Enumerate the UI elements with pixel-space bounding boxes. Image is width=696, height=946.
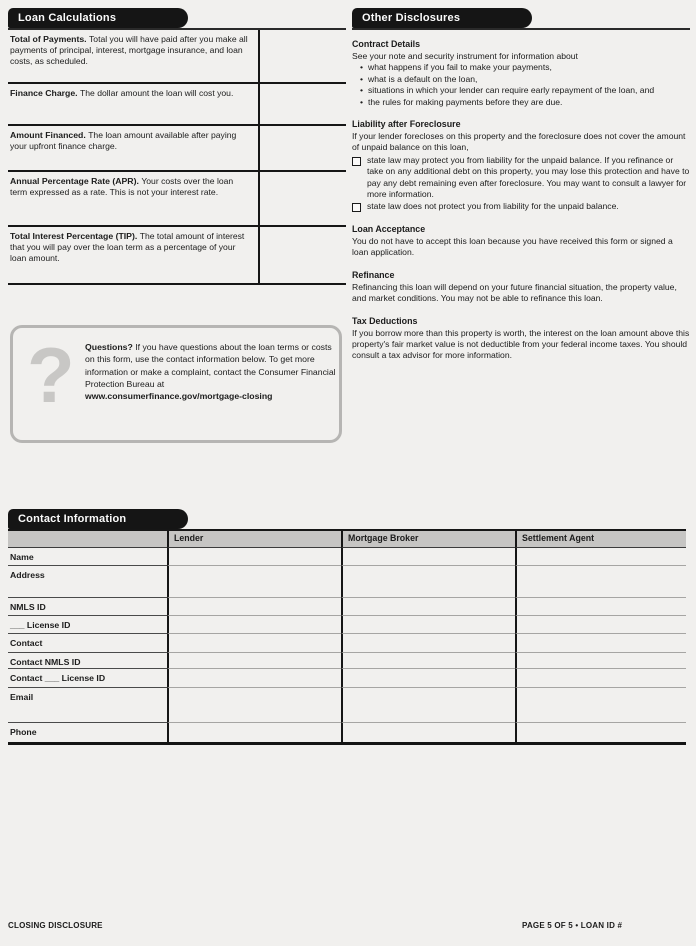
loan-calc-description: Total of Payments. Total you will have paid after you make all payments of principal, interest, mortgage insurance, and loan costs, as scheduled. bbox=[10, 34, 248, 66]
questions-text bbox=[85, 341, 337, 402]
loan-calculations-title-tab: Loan Calculations bbox=[8, 8, 188, 28]
contact-value-cell bbox=[515, 669, 686, 688]
loan-calc-value-cell bbox=[258, 84, 346, 124]
disclosure-section bbox=[352, 119, 690, 213]
disclosure-body: Refinancing this loan will depend on your future financial situation, the property value, and market conditions. You may not be able to refinance this loan. bbox=[352, 281, 677, 304]
disclosure-section bbox=[352, 224, 690, 259]
contact-value-cell bbox=[341, 669, 515, 688]
other-disclosures-header bbox=[352, 8, 690, 30]
contact-value-cell bbox=[515, 598, 686, 616]
contact-value-cell bbox=[341, 723, 515, 742]
loan-calc-term: Finance Charge. bbox=[10, 88, 81, 98]
disclosure-heading: Contract Details bbox=[352, 39, 421, 49]
contact-table-row bbox=[8, 634, 686, 653]
bullet-icon: • bbox=[360, 96, 364, 107]
loan-calc-value-cell bbox=[258, 227, 346, 283]
disclosure-section bbox=[352, 316, 690, 362]
questions-box bbox=[10, 325, 342, 443]
contact-value-cell bbox=[341, 688, 515, 723]
contact-value-cell bbox=[167, 598, 341, 616]
contact-value-cell bbox=[341, 653, 515, 669]
disclosure-section bbox=[352, 270, 690, 305]
contact-table-row bbox=[8, 688, 686, 723]
bullet-item bbox=[352, 62, 690, 73]
contact-value-cell bbox=[341, 598, 515, 616]
contact-row-label: Name bbox=[8, 548, 167, 566]
checkbox-item bbox=[352, 155, 690, 201]
contact-value-cell bbox=[167, 634, 341, 653]
contact-value-cell bbox=[341, 548, 515, 566]
loan-calc-term: Annual Percentage Rate (APR). bbox=[10, 176, 142, 186]
loan-calc-description: Finance Charge. The dollar amount the loan will cost you. bbox=[10, 88, 234, 98]
cfpb-url-text: www.consumerfinance.gov/mortgage-closing bbox=[85, 391, 273, 402]
contact-table-row bbox=[8, 723, 686, 742]
bullet-item bbox=[352, 74, 690, 85]
loan-calc-value-cell bbox=[258, 30, 346, 82]
checkbox-text: state law does not protect you from liability for the unpaid balance. bbox=[367, 201, 619, 212]
contact-row-label: Contact bbox=[8, 634, 167, 653]
contact-information-table bbox=[8, 529, 686, 745]
disclosure-intro: If your lender forecloses on this property and the foreclosure does not cover the amount of unpaid balance on this loan, bbox=[352, 131, 686, 153]
contact-value-cell bbox=[341, 616, 515, 634]
checkbox-item bbox=[352, 201, 690, 212]
checkbox[interactable] bbox=[352, 157, 361, 166]
contact-value-cell bbox=[515, 688, 686, 723]
contact-information-title-tab: Contact Information bbox=[8, 509, 188, 529]
loan-calculations-header bbox=[8, 8, 346, 30]
checkbox-text: state law may protect you from liability for the unpaid balance. If you refinance or take on any additional debt on this property, you may lose this protection and have to pay any debt remaining even after foreclosure. You may want to consult a lawyer for more information. bbox=[367, 154, 690, 200]
contact-table-row bbox=[8, 598, 686, 616]
loan-calc-description: Annual Percentage Rate (APR). Your costs over the loan term expressed as a rate. This is not your interest rate. bbox=[10, 176, 234, 197]
checkbox[interactable] bbox=[352, 203, 361, 212]
bullet-item bbox=[352, 97, 690, 108]
loan-calc-term: Total of Payments. bbox=[10, 34, 90, 44]
bullet-text: the rules for making payments before they are due. bbox=[368, 96, 563, 107]
bullet-item bbox=[352, 85, 690, 96]
contact-row-label: Contact ___ License ID bbox=[8, 669, 167, 688]
contact-value-cell bbox=[167, 688, 341, 723]
question-mark-icon: ? bbox=[27, 331, 75, 419]
contact-value-cell bbox=[167, 548, 341, 566]
bullet-text: what happens if you fail to make your payments, bbox=[368, 62, 552, 73]
other-disclosures-title-tab: Other Disclosures bbox=[352, 8, 532, 28]
contact-value-cell bbox=[167, 616, 341, 634]
bullet-icon: • bbox=[360, 62, 364, 73]
loan-calc-row bbox=[8, 172, 346, 227]
footer-document-title: CLOSING DISCLOSURE bbox=[8, 921, 103, 930]
loan-calc-term: Amount Financed. bbox=[10, 130, 89, 140]
contact-table-row bbox=[8, 548, 686, 566]
contact-value-cell bbox=[167, 566, 341, 598]
loan-calc-term: Total Interest Percentage (TIP). bbox=[10, 231, 140, 241]
contact-row-label: Address bbox=[8, 566, 167, 598]
contact-value-cell bbox=[341, 634, 515, 653]
disclosure-heading: Loan Acceptance bbox=[352, 223, 426, 234]
bullet-icon: • bbox=[360, 85, 364, 96]
contact-column-header: Mortgage Broker bbox=[341, 531, 515, 548]
contact-information-header bbox=[8, 509, 686, 529]
disclosure-heading: Liability after Foreclosure bbox=[352, 119, 461, 130]
contact-table-row bbox=[8, 566, 686, 598]
loan-calc-row bbox=[8, 126, 346, 172]
contact-row-label: ___ License ID bbox=[8, 616, 167, 634]
contact-value-cell bbox=[515, 723, 686, 742]
contact-row-label: NMLS ID bbox=[8, 598, 167, 616]
bullet-text: what is a default on the loan, bbox=[368, 73, 478, 84]
contact-row-label: Phone bbox=[10, 727, 37, 737]
disclosure-heading: Refinance bbox=[352, 269, 395, 280]
contact-row-label: Contact NMLS ID bbox=[8, 653, 167, 669]
contact-table-row bbox=[8, 616, 686, 634]
loan-calc-row bbox=[8, 30, 346, 84]
loan-calculations-table bbox=[8, 30, 346, 285]
loan-calc-value-cell bbox=[258, 126, 346, 170]
contact-column-header: Settlement Agent bbox=[515, 531, 686, 548]
bullet-icon: • bbox=[360, 73, 364, 84]
disclosure-intro: See your note and security instrument for information about bbox=[352, 51, 578, 61]
contact-value-cell bbox=[515, 634, 686, 653]
questions-body: If you have questions about the loan terms or costs on this form, use the contact information below. To get more information or make a complaint, contact the Consumer Financial Protection Bureau at bbox=[85, 342, 336, 389]
loan-calculations-section bbox=[8, 8, 346, 285]
loan-calc-row bbox=[8, 227, 346, 285]
contact-information-section bbox=[8, 509, 686, 745]
contact-table-header-row bbox=[8, 529, 686, 548]
loan-calc-description: Amount Financed. The loan amount available after paying your upfront finance charge. bbox=[10, 130, 237, 151]
contact-header-spacer bbox=[8, 531, 167, 548]
contact-value-cell bbox=[167, 669, 341, 688]
disclosure-body: You do not have to accept this loan because you have received this form or signed a loan application. bbox=[352, 235, 673, 258]
disclosure-body: If you borrow more than this property is worth, the interest on the loan amount above this property's fair market value is not deductible from your federal income taxes. You should consult a tax advisor for more information. bbox=[352, 327, 690, 361]
bullet-text: situations in which your lender can require early repayment of the loan, and bbox=[368, 85, 655, 96]
contact-table-row bbox=[8, 669, 686, 688]
contact-value-cell bbox=[515, 653, 686, 669]
loan-calc-value-cell bbox=[258, 172, 346, 225]
footer-page-loan-id: PAGE 5 OF 5 • LOAN ID # bbox=[522, 921, 623, 930]
other-disclosures-body bbox=[352, 39, 690, 362]
loan-calc-description: Total Interest Percentage (TIP). The total amount of interest that you will pay over the loan term as a percentage of your loan amount. bbox=[10, 231, 245, 263]
contact-value-cell bbox=[167, 723, 341, 742]
disclosure-section bbox=[352, 39, 690, 108]
contact-value-cell bbox=[515, 566, 686, 598]
contact-table-row bbox=[8, 653, 686, 669]
contact-column-header: Lender bbox=[167, 531, 341, 548]
disclosure-heading: Tax Deductions bbox=[352, 315, 418, 326]
contact-value-cell bbox=[515, 548, 686, 566]
loan-calc-row bbox=[8, 84, 346, 126]
contact-row-label: Email bbox=[8, 688, 167, 723]
contact-value-cell bbox=[341, 566, 515, 598]
contact-value-cell bbox=[515, 616, 686, 634]
questions-lead: Questions? bbox=[85, 342, 133, 352]
other-disclosures-section bbox=[352, 8, 690, 362]
contact-value-cell bbox=[167, 653, 341, 669]
